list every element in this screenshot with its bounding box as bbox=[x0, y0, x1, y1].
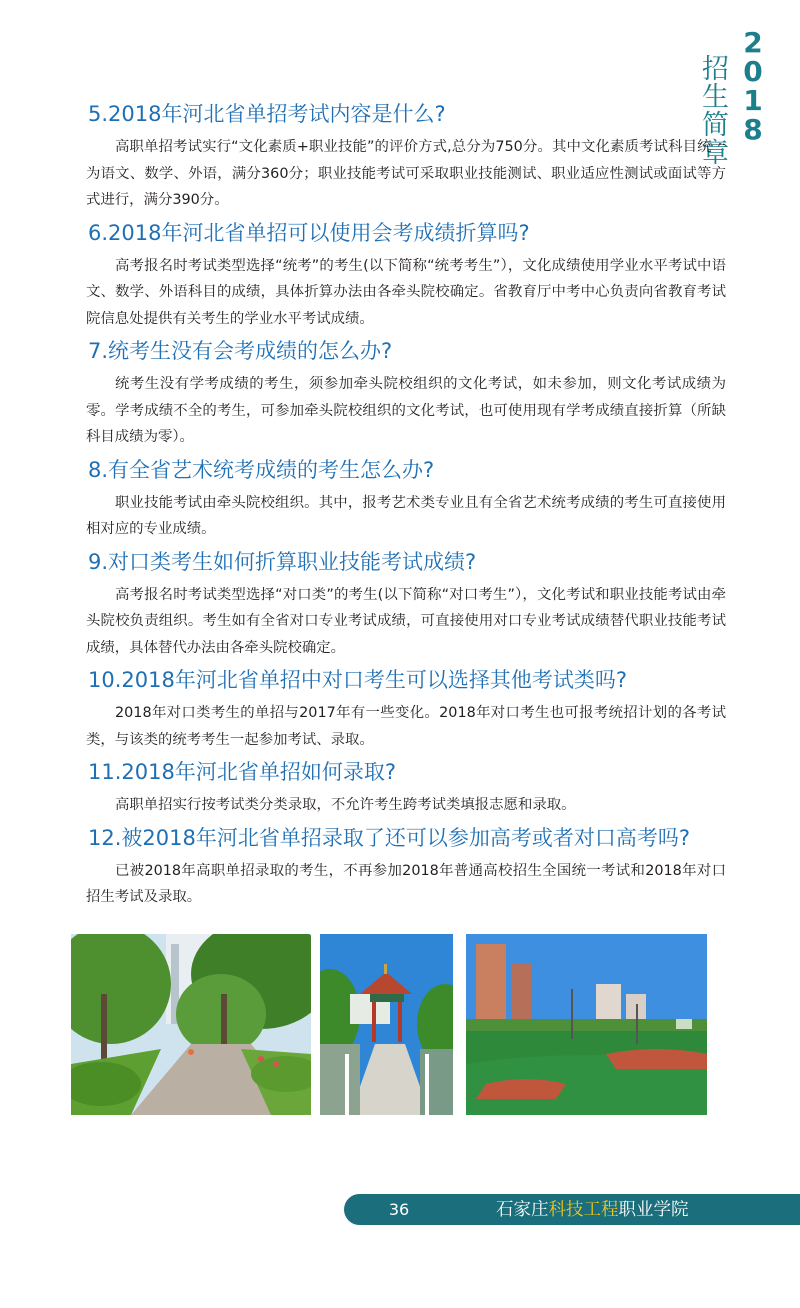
school-name-prefix: 石家庄 bbox=[496, 1200, 549, 1220]
year-digit: 2 bbox=[743, 26, 763, 59]
faq-answer: 职业技能考试由牵头院校组织。其中，报考艺术类专业且有全省艺术统考成绩的考生可直接使用相对应的专业成绩。 bbox=[86, 494, 726, 537]
faq-item bbox=[86, 100, 726, 214]
campus-garden-photo bbox=[71, 934, 311, 1115]
campus-court-photo bbox=[466, 934, 707, 1115]
campus-pavilion-photo bbox=[320, 934, 453, 1115]
faq-item bbox=[86, 824, 726, 911]
faq-question: 11.2018年河北省单招如何录取? bbox=[88, 760, 396, 784]
faq-question: 8.有全省艺术统考成绩的考生怎么办? bbox=[88, 457, 435, 482]
faq-question: 7.统考生没有会考成绩的怎么办? bbox=[88, 339, 393, 363]
year-digit: 0 bbox=[743, 55, 763, 88]
faq-question: 6.2018年河北省单招可以使用会考成绩折算吗? bbox=[88, 220, 530, 245]
school-name-suffix: 职业学院 bbox=[618, 1200, 689, 1220]
school-name-highlight: 科技工程 bbox=[548, 1200, 619, 1220]
brochure-year bbox=[738, 28, 768, 144]
faq-item bbox=[86, 758, 726, 819]
faq-question: 9.对口类考生如何折算职业技能考试成绩? bbox=[88, 549, 477, 574]
faq-answer: 高考报名时考试类型选择“对口类”的考生(以下简称“对口考生”），文化考试和职业技能考试由牵头院校负责组织。考生如有全省对口专业考试成绩，可直接使用对口专业考试成绩替代职业技能考试成绩，具体替代办法由各牵头院校确定。 bbox=[86, 586, 726, 656]
school-name bbox=[496, 1196, 689, 1224]
faq-item bbox=[86, 337, 726, 451]
faq-answer: 高职单招实行按考试类分类录取，不允许考生跨考试类填报志愿和录取。 bbox=[115, 797, 576, 813]
faq-question: 5.2018年河北省单招考试内容是什么? bbox=[88, 102, 446, 126]
campus-photo-strip bbox=[71, 934, 707, 1115]
faq-answer: 高职单招考试实行“文化素质+职业技能”的评价方式,总分为750分。其中文化素质考试科目统一为语文、数学、外语，满分360分；职业技能考试可采取职业技能测试、职业适应性测试或面试等方式进行，满分390分。 bbox=[86, 139, 726, 208]
faq-answer: 统考生没有学考成绩的考生，须参加牵头院校组织的文化考试，如未参加，则文化考试成绩为零。学考成绩不全的考生，可参加牵头院校组织的文化考试，也可使用现有学考成绩直接折算（所缺科目成绩为零）。 bbox=[86, 376, 726, 445]
faq-item bbox=[86, 456, 726, 543]
faq-answer: 已被2018年高职单招录取的考生，不再参加2018年普通高校招生全国统一考试和2018年对口招生考试及录取。 bbox=[86, 862, 726, 905]
brochure-title: 招生简章 bbox=[697, 54, 728, 166]
page-number: 36 bbox=[388, 1200, 410, 1219]
year-digit: 8 bbox=[743, 113, 763, 146]
faq-question: 12.被2018年河北省单招录取了还可以参加高考或者对口高考吗? bbox=[88, 825, 690, 850]
year-digit: 1 bbox=[743, 84, 763, 117]
faq-item bbox=[86, 666, 726, 753]
faq-answer: 高考报名时考试类型选择“统考”的考生(以下简称“统考考生”），文化成绩使用学业水平考试中语文、数学、外语科目的成绩，具体折算办法由各牵头院校确定。省教育厅中考中心负责向省教育考试院信息处提供有关考生的学业水平考试成绩。 bbox=[86, 257, 726, 327]
faq-item bbox=[86, 219, 726, 333]
faq-question: 10.2018年河北省单招中对口考生可以选择其他考试类吗? bbox=[88, 668, 627, 692]
faq-content bbox=[86, 100, 726, 916]
faq-item bbox=[86, 548, 726, 662]
faq-answer: 2018年对口类考生的单招与2017年有一些变化。2018年对口考生也可报考统招计划的各考试类，与该类的统考考生一起参加考试、录取。 bbox=[86, 705, 726, 748]
